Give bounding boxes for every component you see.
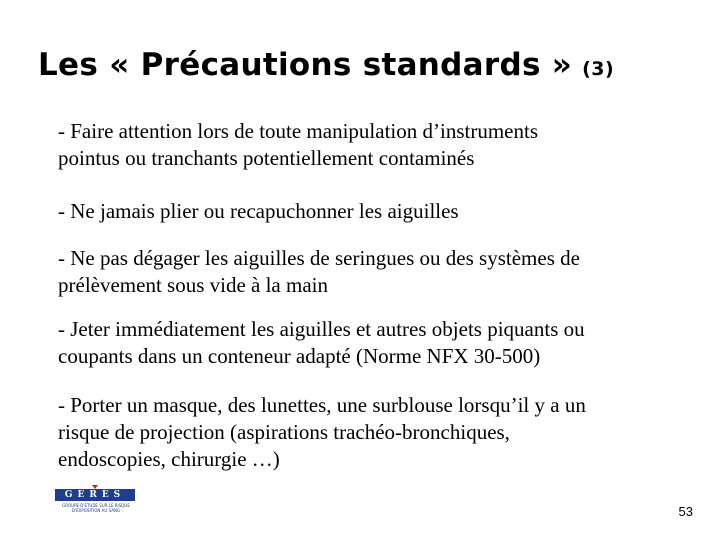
bullet-line: - Porter un masque, des lunettes, une surblouse lorsqu’il y a un <box>58 393 586 417</box>
bullet-item-3 <box>58 245 678 299</box>
bullet-line: pointus ou tranchants potentiellement contaminés <box>58 146 475 170</box>
bullet-item-1 <box>58 118 678 172</box>
logo-subtitle <box>55 503 137 513</box>
bullet-item-2 <box>58 198 678 225</box>
logo-wordmark: GERES <box>64 490 126 500</box>
bullet-line: - Ne pas dégager les aiguilles de seringues ou des systèmes de <box>58 246 580 270</box>
bullet-line: endoscopies, chirurgie …) <box>58 447 280 471</box>
bullet-line: coupants dans un conteneur adapté (Norme NFX 30-500) <box>58 344 541 368</box>
bullet-item-5 <box>58 392 678 473</box>
bullet-line: risque de projection (aspirations trachéo-bronchiques, <box>58 420 510 444</box>
slide-title-text: Les « Précautions standards » <box>38 47 573 83</box>
bullet-line: prélèvement sous vide à la main <box>58 273 328 297</box>
geres-logo <box>55 485 137 515</box>
bullet-line: - Ne jamais plier ou recapuchonner les aiguilles <box>58 199 459 223</box>
slide-title-suffix: (3) <box>582 58 615 80</box>
bullet-item-4 <box>58 316 678 370</box>
slide-title <box>38 47 615 83</box>
bullet-line: - Faire attention lors de toute manipulation d’instruments <box>58 119 538 143</box>
page-number: 53 <box>678 504 693 519</box>
bullet-line: - Jeter immédiatement les aiguilles et autres objets piquants ou <box>58 317 585 341</box>
logo-subtitle-line-1: GROUPE D'ETUDE SUR LE RISQUE <box>62 503 130 508</box>
logo-subtitle-line-2: D'EXPOSITION AU SANG <box>71 508 121 513</box>
